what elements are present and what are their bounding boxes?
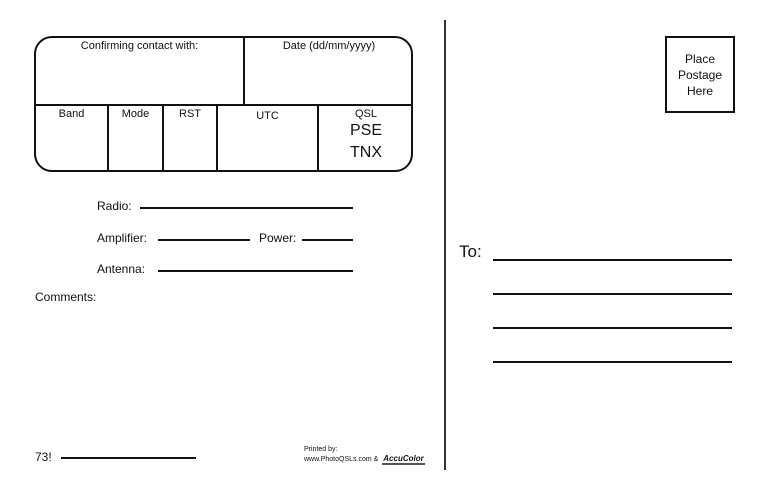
address-line bbox=[493, 361, 732, 363]
postcard-divider bbox=[444, 20, 446, 470]
ampersand: & bbox=[373, 456, 379, 463]
postage-stamp-box bbox=[665, 36, 735, 113]
table-row-divider bbox=[36, 104, 411, 106]
band-label: Band bbox=[58, 108, 85, 120]
printer-credit bbox=[304, 445, 425, 465]
antenna-label: Antenna: bbox=[97, 262, 146, 276]
qsl-thanks: TNX bbox=[350, 144, 382, 161]
address-line bbox=[493, 293, 732, 295]
qsl-label: QSL bbox=[354, 108, 377, 120]
mode-label: Mode bbox=[121, 108, 150, 120]
rst-label: RST bbox=[179, 108, 201, 120]
sign-off-label: 73! bbox=[35, 450, 52, 464]
address-line bbox=[493, 327, 732, 329]
radio-label: Radio: bbox=[97, 199, 132, 213]
qso-details-table bbox=[34, 36, 413, 172]
printer-website: www.PhotoQSLs.com bbox=[304, 456, 372, 463]
antenna-line bbox=[158, 270, 353, 272]
power-line bbox=[302, 239, 353, 241]
stamp-line-here: Here bbox=[686, 83, 713, 98]
date-label: Date (dd/mm/yyyy) bbox=[282, 40, 376, 52]
printed-by-label: Printed by: bbox=[304, 446, 338, 453]
accucolor-logo: AccuColor bbox=[383, 454, 424, 463]
radio-line bbox=[140, 207, 353, 209]
address-line bbox=[493, 259, 732, 261]
amplifier-line bbox=[158, 239, 250, 241]
amplifier-label: Amplifier: bbox=[97, 231, 148, 245]
stamp-line-postage: Postage bbox=[677, 67, 723, 82]
utc-label: UTC bbox=[256, 110, 279, 122]
to-label: To: bbox=[459, 242, 482, 261]
stamp-line-place: Place bbox=[684, 51, 716, 66]
signature-line bbox=[61, 457, 196, 459]
qsl-please: PSE bbox=[349, 122, 382, 139]
confirming-contact-label: Confirming contact with: bbox=[80, 40, 199, 52]
power-label: Power: bbox=[259, 231, 297, 245]
comments-label: Comments: bbox=[35, 290, 97, 304]
